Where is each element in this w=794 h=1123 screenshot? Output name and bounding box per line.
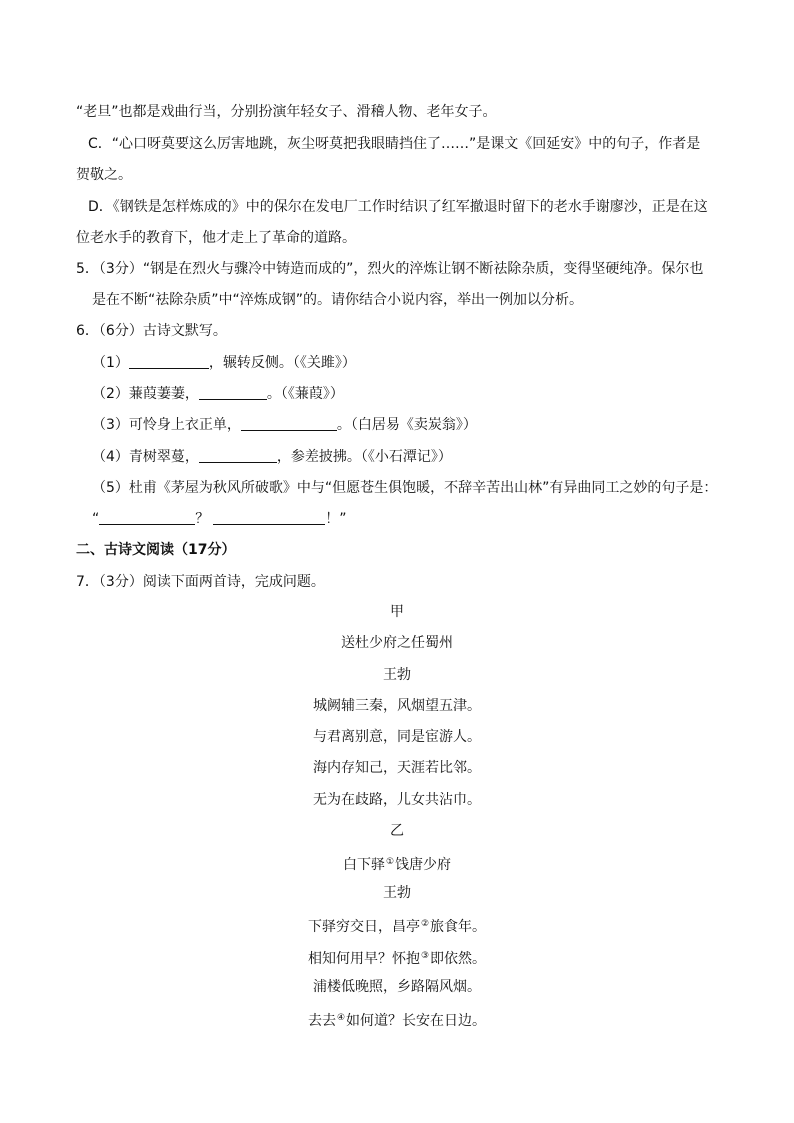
- option-b-continuation: “老旦”也都是戏曲行当，分别扮演年轻女子、滑稽人物、老年女子。: [76, 104, 497, 120]
- poem-2-title-part: 饯唐少府: [395, 857, 452, 873]
- poem-2-title-part: 白下驿: [342, 857, 385, 873]
- question-6-item-1: [92, 353, 356, 373]
- item-1-suffix: ，辗转反侧。（《关雎》）: [208, 355, 356, 371]
- poem-2-line-part: 如何道？长安在日边。: [346, 1013, 487, 1029]
- answer-blank[interactable]: [129, 353, 209, 369]
- answer-blank[interactable]: [213, 509, 325, 525]
- poem-2-line: [0, 1008, 794, 1031]
- footnote-marker: ②: [420, 919, 430, 929]
- item-2-suffix: 。（《蒹葭》）: [266, 386, 344, 402]
- option-d-line1: D．《钢铁是怎样炼成的》中的保尔在发电厂工作时结识了红军撤退时留下的老水手谢廖沙，正是在这: [88, 199, 708, 215]
- poem-2-line-part: 旅食年。: [430, 919, 487, 935]
- option-c-line2: 贺敬之。: [76, 167, 132, 183]
- answer-blank[interactable]: [99, 509, 195, 525]
- option-d-line2: 位老水手的教育下，他才走上了革命的道路。: [76, 230, 356, 246]
- footnote-marker: ④: [336, 1013, 346, 1023]
- poem-1-line: 城阙辅三秦，风烟望五津。: [313, 698, 481, 714]
- open-quote: “: [92, 511, 100, 527]
- option-c-line1: C．“心口呀莫要这么厉害地跳，灰尘呀莫把我眼睛挡住了……”是课文《回延安》中的句子，作者是: [88, 136, 701, 152]
- poem-1-title: 送杜少府之任蜀州: [341, 635, 453, 651]
- question-6-item-3: [92, 415, 477, 435]
- answer-blank[interactable]: [199, 384, 267, 400]
- poem-2-line: 浦楼低晚照，乡路隔风烟。: [313, 979, 481, 995]
- poem-2-line-part: 相知何用早？怀抱: [307, 951, 420, 967]
- item-4-suffix: ，参差披拂。（《小石潭记》）: [276, 449, 452, 465]
- poem-1-author: 王勃: [383, 667, 411, 683]
- item-1-prefix: （1）: [92, 355, 129, 371]
- footnote-marker: ①: [385, 857, 395, 867]
- close-quote: ！”: [325, 511, 347, 527]
- answer-blank[interactable]: [241, 415, 337, 431]
- poem-2-title: [0, 852, 794, 875]
- item-3-prefix: （3）可怜身上衣正单，: [92, 417, 241, 433]
- question-6-item-2: [92, 384, 344, 404]
- poem-1-line: 与君离别意，同是宦游人。: [313, 729, 481, 745]
- question-6-heading: 6．（6分）古诗文默写。: [76, 323, 227, 339]
- footnote-marker: ③: [420, 951, 430, 961]
- question-6-item-5-line2: [92, 509, 347, 529]
- question-6-item-5-line1: （5）杜甫《茅屋为秋风所破歌》中与“但愿苍生俱饱暖，不辞辛苦出山林”有异曲同工之妙的句子是：: [92, 480, 718, 496]
- question-mark: ？: [195, 511, 210, 527]
- section-2-heading: 二、古诗文阅读（17分）: [76, 542, 236, 558]
- poem-1-line: 无为在歧路，儿女共沾巾。: [313, 792, 481, 808]
- poem-2-line-part: 去去: [307, 1013, 336, 1029]
- question-7-heading: 7．（3分）阅读下面两首诗，完成问题。: [76, 574, 325, 590]
- item-4-prefix: （4）青树翠蔓，: [92, 449, 199, 465]
- answer-blank[interactable]: [199, 447, 277, 463]
- poem-1-label: 甲: [390, 604, 404, 620]
- poem-2-line-part: 即依然。: [430, 951, 487, 967]
- poem-1-line: 海内存知己，天涯若比邻。: [313, 760, 481, 776]
- question-6-item-4: [92, 447, 452, 467]
- poem-2-line-part: 下驿穷交日，昌亭: [307, 919, 420, 935]
- question-5-line2: 是在不断“祛除杂质”中“淬炼成钢”的。请你结合小说内容，举出一例加以分析。: [92, 292, 584, 308]
- poem-2-line: [0, 946, 794, 969]
- poem-2-label: 乙: [390, 823, 404, 839]
- poem-2-author: 王勃: [383, 885, 411, 901]
- question-5-line1: 5．（3分）“钢是在烈火与骤冷中铸造而成的”，烈火的淬炼让钢不断祛除杂质，变得坚硬纯净。保尔也: [76, 261, 704, 277]
- poem-2-line: [0, 914, 794, 937]
- item-3-suffix: 。（白居易《卖炭翁》）: [336, 417, 477, 433]
- item-2-prefix: （2）蒹葭萋萋，: [92, 386, 199, 402]
